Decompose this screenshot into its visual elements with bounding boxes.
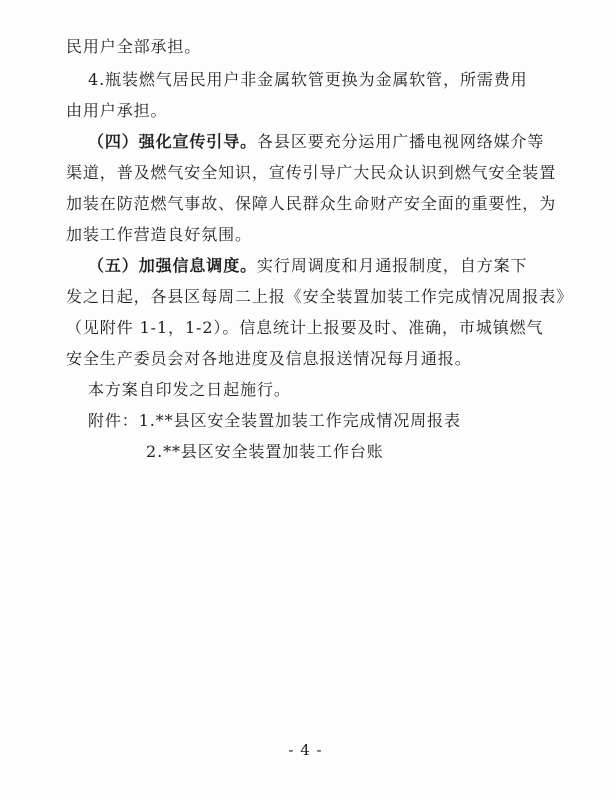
section-heading-five: （五）加强信息调度。 [88,256,258,275]
text-line: 4.瓶装燃气居民用户非金属软管更换为金属软管，所需费用 [88,70,528,89]
attachment-line: 2.**县区安全装置加装工作台账 [146,442,384,461]
text-line: 由用户承担。 [66,101,168,120]
text-run: 实行周调度和月通报制度，自方案下 [257,256,528,275]
text-line: 加装在防范燃气事故、保障人民群众生命财产安全面的重要性，为 [66,194,557,213]
text-line: 本方案自印发之日起施行。 [88,380,291,399]
text-line: 安全生产委员会对各地进度及信息报送情况每月通报。 [66,349,472,368]
section-heading-four: （四）强化宣传引导。 [88,132,258,151]
text-line: （见附件 1-1，1-2）。信息统计上报要及时、准确，市城镇燃气 [66,318,544,337]
paragraph-line [88,256,527,276]
attachment-line: 附件：1.**县区安全装置加装工作完成情况周报表 [88,411,461,430]
text-run: 各县区要充分运用广播电视网络媒介等 [257,132,545,151]
text-line: 民用户全部承担。 [66,37,202,56]
text-line: 渠道，普及燃气安全知识，宣传引导广大民众认识到燃气安全装置 [66,163,557,182]
text-line: 发之日起，各县区每周二上报《安全装置加装工作完成情况周报表》 [66,287,574,306]
page-number: - 4 - [288,741,323,759]
text-line: 加装工作营造良好氛围。 [66,225,252,244]
paragraph-line [88,132,544,152]
